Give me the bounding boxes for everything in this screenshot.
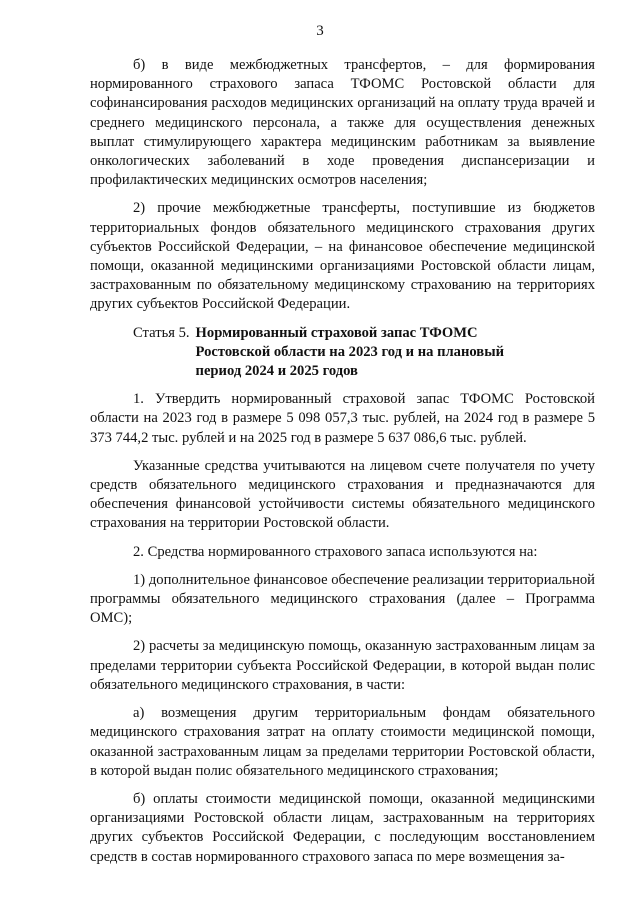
paragraph-settlements: 2) расчеты за медицинскую помощь, оказанную застрахованным лицам за пределами территории субъекта Российской Федерации, в которой выдан полис обязательного медицинского страхования, в части: <box>90 638 595 693</box>
document-body <box>90 56 595 876</box>
paragraph-other-transfers: 2) прочие межбюджетные трансферты, поступившие из бюджетов территориальных фондов обязательного медицинского страхования других субъектов Российской Федерации, – на финансовое обеспечение медицинской помощи, оказанной медицинскими организациями Ростовской области лицам, застрахованным по обязательному медицинскому страхованию на территориях других субъектов Российской Федерации. <box>90 200 595 313</box>
paragraph-reimbursement: а) возмещения другим территориальным фондам обязательного медицинского страхования затрат на оплату стоимости медицинской помощи, оказанной застрахованным лицам за пределами территории Ростовской области, в которой выдан полис обязательного медицинского страхования; <box>90 705 595 779</box>
paragraph-approve-reserve: 1. Утвердить нормированный страховой запас ТФОМС Ростовской области на 2023 год в размере 5 098 057,3 тыс. рублей, на 2024 год в размере 5 373 744,2 тыс. рублей и на 2025 год в размере 5 637 086,6 тыс. рублей. <box>90 391 595 446</box>
page-number: 3 <box>316 23 324 39</box>
paragraph-interbudget-transfers: б) в виде межбюджетных трансфертов, – для формирования нормированного страхового запаса ТФОМС Ростовской области для софинансирования расходов медицинских организаций на оплату труда врачей и среднего медицинского персонала, а также для осуществления денежных выплат стимулирующего характера медицинским работникам за выявление онкологических заболеваний в ходе проведения диспансеризации и профилактических медицинских осмотров населения; <box>90 57 595 189</box>
paragraph-additional-financing: 1) дополнительное финансовое обеспечение реализации территориальной программы обязательного медицинского страхования (далее – Программа ОМС); <box>90 571 595 627</box>
paragraph-funds-accounting: Указанные средства учитываются на лицевом счете получателя по учету средств обязательного медицинского страхования и предназначаются для обеспечения финансовой устойчивости системы обязательного медицинского страхования на территории Ростовской области. <box>90 457 595 532</box>
article-title: Нормированный страховой запас ТФОМС Ростовской области на 2023 год и на плановый период 2024 и 2025 годов <box>195 324 504 380</box>
paragraph-funds-usage: 2. Средства нормированного страхового запаса используются на: <box>133 543 538 560</box>
article-label: Статья 5. <box>133 324 190 341</box>
paragraph-payment: б) оплаты стоимости медицинской помощи, оказанной медицинскими организациями Ростовской области лицам, застрахованным на территориях других субъектов Российской Федерации, с последующим восстановлением средств в состав нормированного страхового запаса по мере возмещения за- <box>90 790 595 865</box>
article-heading <box>90 324 595 382</box>
